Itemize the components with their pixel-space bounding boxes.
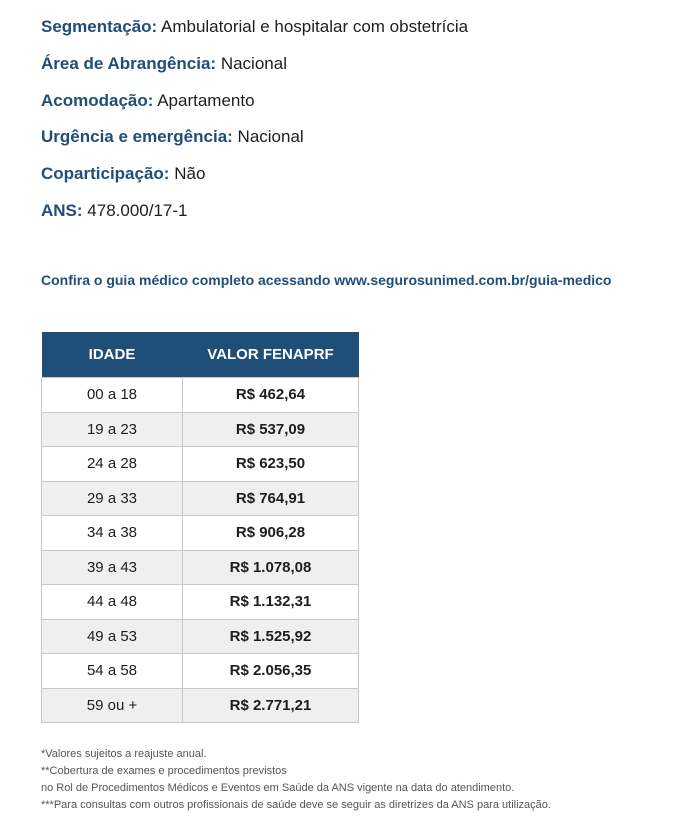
- info-label: Acomodação:: [41, 90, 154, 110]
- table-header-row: [42, 332, 359, 378]
- table-row: [42, 688, 359, 723]
- info-value: Nacional: [220, 53, 287, 73]
- age-cell: 59 ou +: [42, 688, 183, 723]
- info-value: 478.000/17-1: [87, 200, 188, 220]
- price-table: [41, 332, 359, 723]
- info-ans: [41, 200, 468, 237]
- table-row: [42, 550, 359, 585]
- price-cell: R$ 1.078,08: [183, 550, 359, 585]
- info-value: Apartamento: [157, 90, 255, 110]
- table-row: [42, 412, 359, 447]
- footnote: *Valores sujeitos a reajuste anual.: [41, 748, 207, 760]
- guide-link-text: Confira o guia médico completo acessando www.segurosunimed.com.br/guia-medico: [41, 272, 612, 288]
- info-label: Urgência e emergência:: [41, 127, 233, 147]
- age-cell: 39 a 43: [42, 550, 183, 585]
- price-cell: R$ 462,64: [183, 378, 359, 413]
- price-cell: R$ 537,09: [183, 412, 359, 447]
- price-cell: R$ 2.056,35: [183, 654, 359, 689]
- price-cell: R$ 623,50: [183, 447, 359, 482]
- info-label: ANS:: [41, 200, 83, 220]
- info-label: Área de Abrangência:: [41, 53, 217, 73]
- table-row: [42, 654, 359, 689]
- header-valor: VALOR FENAPRF: [183, 332, 359, 378]
- footnote: **Cobertura de exames e procedimentos previstos: [41, 765, 287, 777]
- age-cell: 00 a 18: [42, 378, 183, 413]
- price-cell: R$ 764,91: [183, 481, 359, 516]
- info-label: Segmentação:: [41, 17, 158, 36]
- footnote: ***Para consultas com outros profissionais de saúde deve se seguir as diretrizes da ANS para utilização.: [41, 799, 551, 811]
- table-row: [42, 585, 359, 620]
- info-value: Ambulatorial e hospitalar com obstetrícia: [161, 17, 469, 36]
- info-value: Não: [174, 164, 206, 184]
- info-acomodacao: [41, 90, 468, 127]
- age-cell: 19 a 23: [42, 412, 183, 447]
- age-cell: 29 a 33: [42, 481, 183, 516]
- footnote: no Rol de Procedimentos Médicos e Eventos em Saúde da ANS vigente na data do atendimento.: [41, 782, 515, 794]
- age-cell: 34 a 38: [42, 516, 183, 551]
- price-cell: R$ 2.771,21: [183, 688, 359, 723]
- age-cell: 54 a 58: [42, 654, 183, 689]
- footnotes: [41, 746, 551, 814]
- age-cell: 44 a 48: [42, 585, 183, 620]
- plan-info: [41, 16, 468, 237]
- price-cell: R$ 906,28: [183, 516, 359, 551]
- header-idade: IDADE: [42, 332, 183, 378]
- table-row: [42, 481, 359, 516]
- price-cell: R$ 1.132,31: [183, 585, 359, 620]
- age-cell: 24 a 28: [42, 447, 183, 482]
- info-coparticipacao: [41, 163, 468, 200]
- age-cell: 49 a 53: [42, 619, 183, 654]
- info-abrangencia: [41, 53, 468, 90]
- info-urgencia: [41, 126, 468, 163]
- info-value: Nacional: [237, 127, 304, 147]
- table-row: [42, 516, 359, 551]
- table-row: [42, 378, 359, 413]
- info-label: Coparticipação:: [41, 164, 170, 184]
- price-cell: R$ 1.525,92: [183, 619, 359, 654]
- table-row: [42, 447, 359, 482]
- info-segmentacao: [41, 16, 468, 53]
- table-row: [42, 619, 359, 654]
